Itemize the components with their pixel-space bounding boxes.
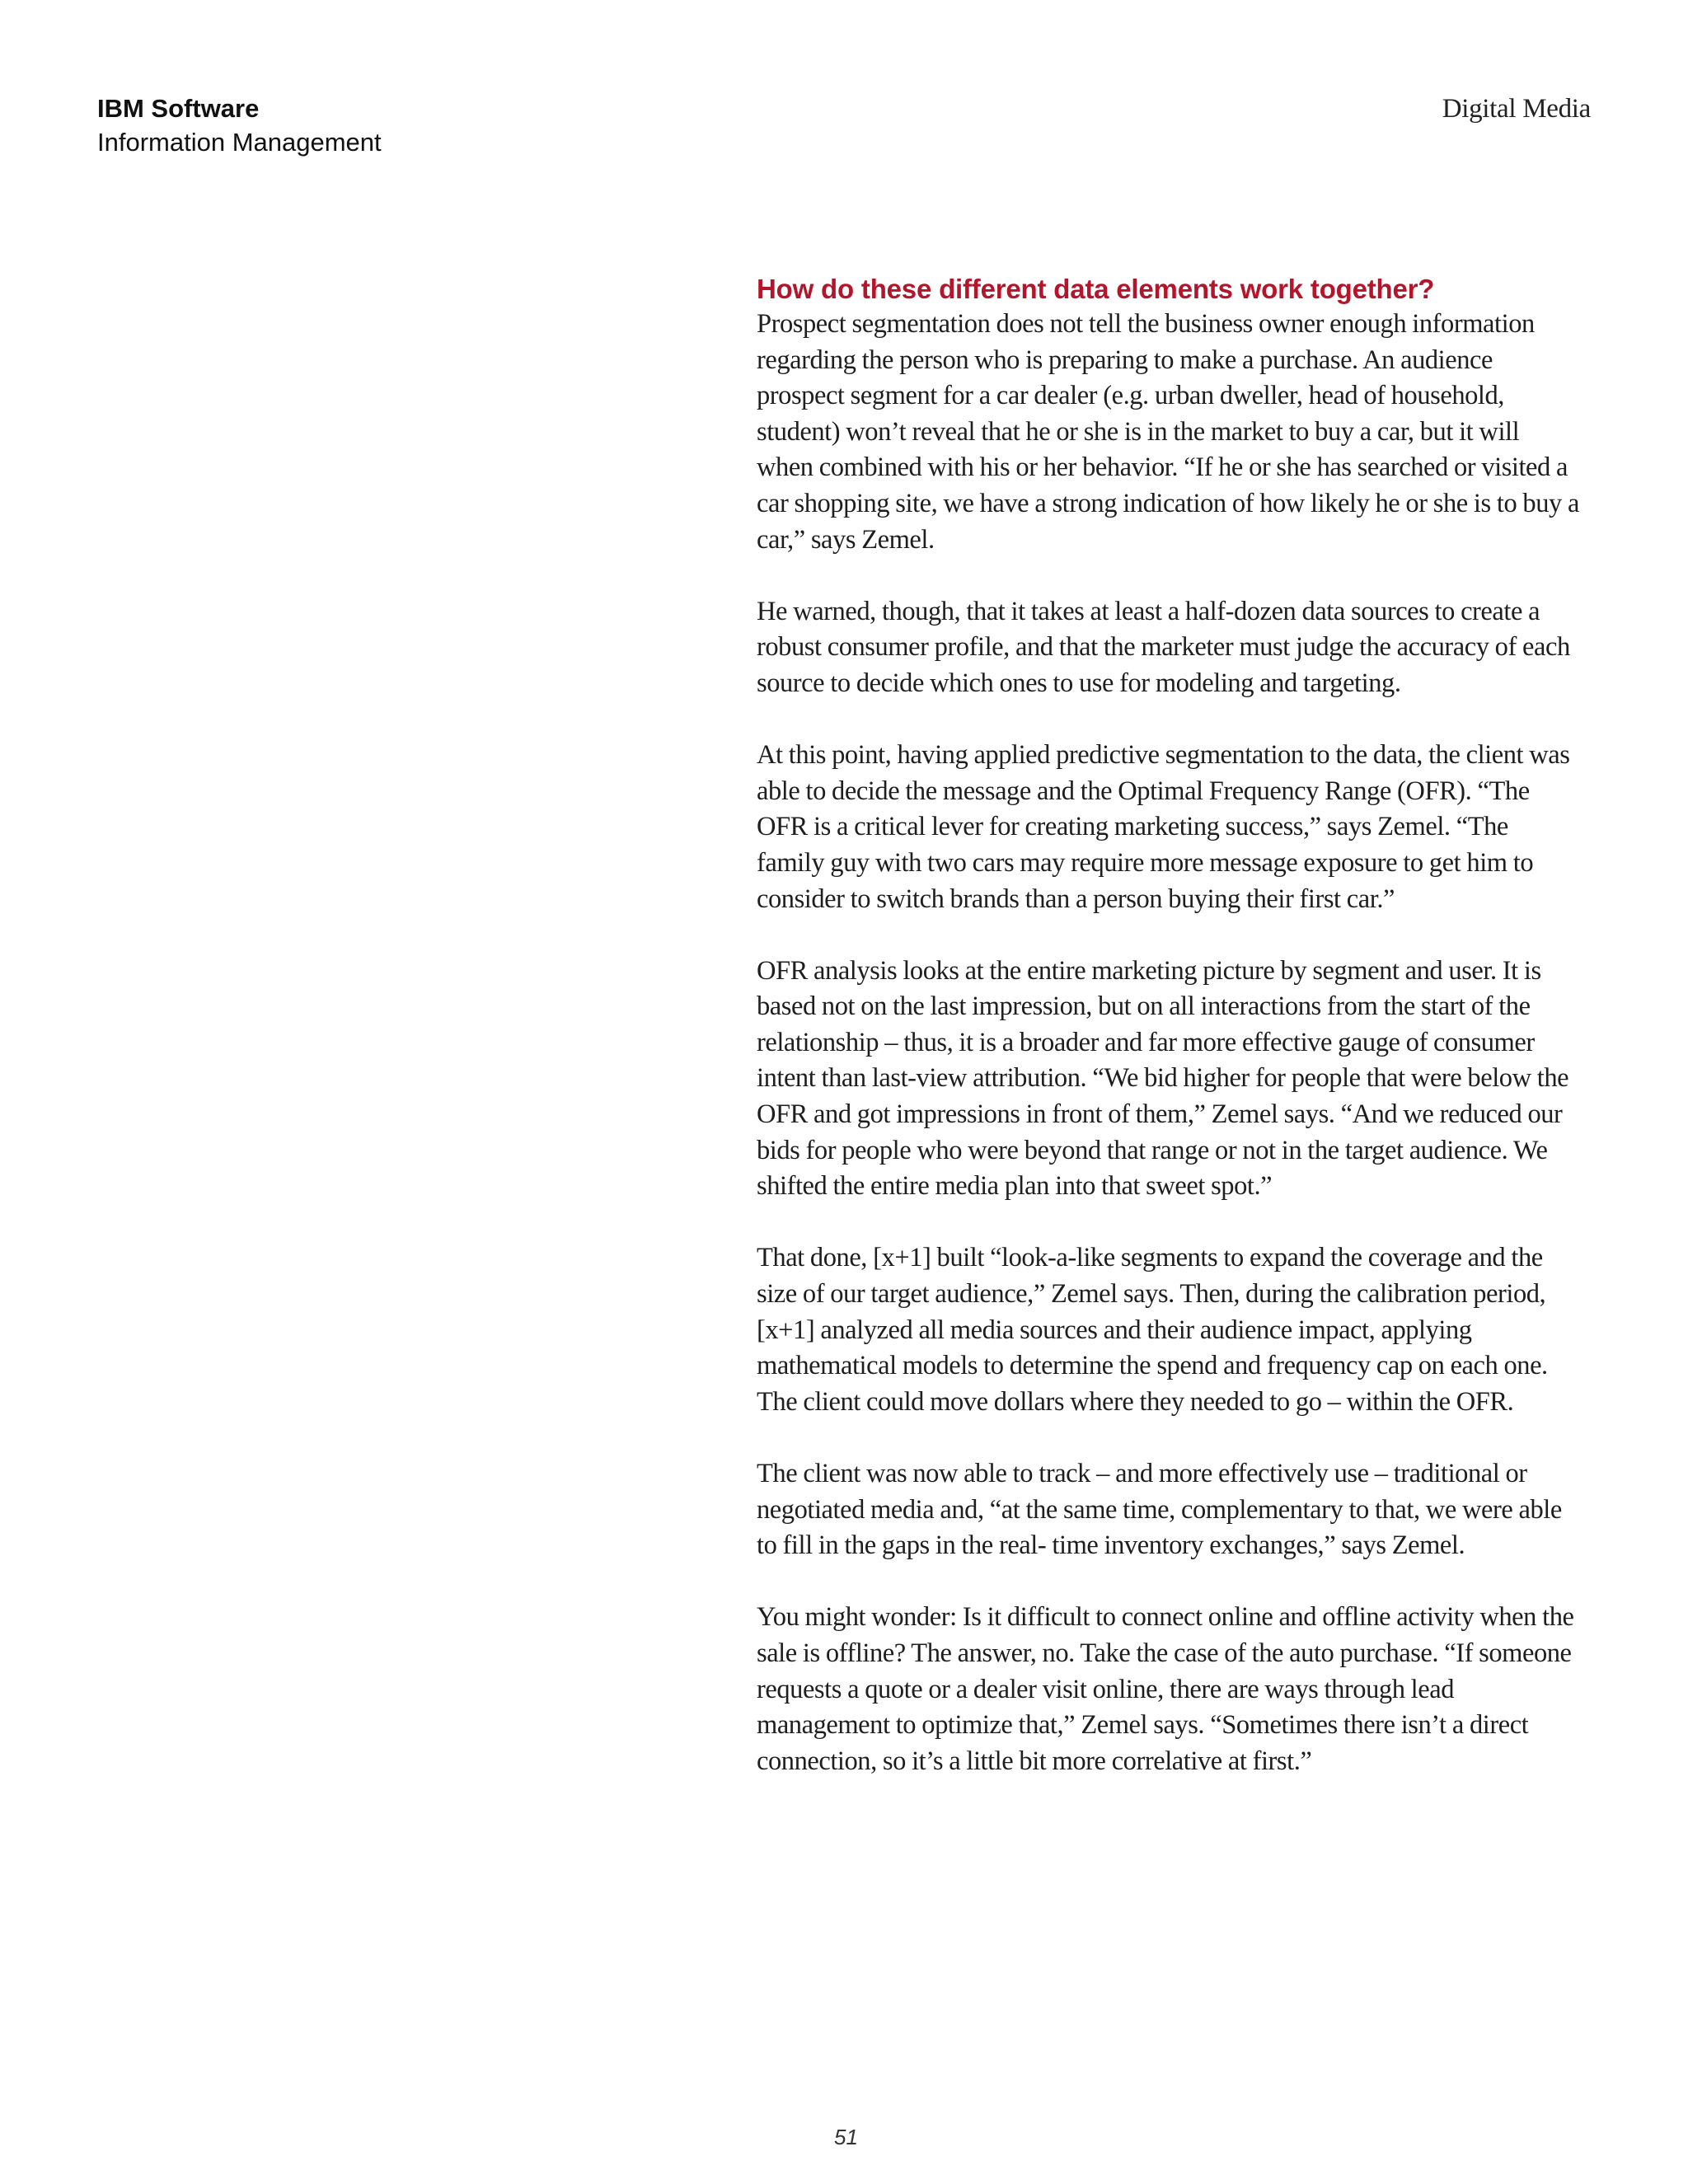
brand-title: IBM Software [97, 94, 260, 123]
paragraph: At this point, having applied predictive segmentation to the data, the client was able to decide the message and the Optimal Frequency Range (OFR). “The OFR is a critical lever for creating marketing success,” says Zemel. “The family guy with two cars may require more message exposure to get him to consider to switch brands than a person buying their first car.” [757, 740, 1570, 914]
section-heading: How do these different data elements work together? [757, 274, 1435, 304]
brand-header [97, 92, 382, 160]
paragraph: OFR analysis looks at the entire marketing picture by segment and user. It is based not on the last impression, but on all interactions from the start of the relationship – thus, it is a broader and far more effective gauge of consumer intent than last-view attribution. “We bid higher for people that were below the OFR and got impressions in front of them,” Zemel says. “And we reduced our bids for people who were beyond that range or not in the target audience. We shifted the entire media plan into that sweet spot.” [757, 955, 1569, 1202]
paragraph: Prospect segmentation does not tell the business owner enough information regarding the person who is preparing to make a purchase. An audience prospect segment for a car dealer (e.g. urban dweller, head of household, student) won’t reveal that he or she is in the market to buy a car, but it will when combined with his or her behavior. “If he or she has searched or visited a car shopping site, we have a strong indication of how likely he or she is to buy a car,” says Zemel. [757, 309, 1579, 555]
paragraph: That done, [x+1] built “look-a-like segments to expand the coverage and the size of our target audience,” Zemel says. Then, during the calibration period, [x+1] analyzed all media sources and their audience impact, applying mathematical models to determine the spend and frequency cap on each one. The client could move dollars where they needed to go – within the OFR. [757, 1243, 1548, 1417]
section-label: Digital Media [1442, 94, 1591, 124]
page-number: 51 [834, 2125, 858, 2149]
article-body [757, 272, 1581, 1816]
paragraph: The client was now able to track – and more effectively use – traditional or negotiated media and, “at the same time, complementary to that, we were able to fill in the gaps in the real- time inventory exchanges,” says Zemel. [757, 1459, 1562, 1561]
paragraph: He warned, though, that it takes at least a half-dozen data sources to create a robust consumer profile, and that the marketer must judge the accuracy of each source to decide which ones to use for modeling and targeting. [757, 596, 1570, 698]
paragraph: You might wonder: Is it difficult to connect online and offline activity when the sale is offline? The answer, no. Take the case of the auto purchase. “If someone requests a quote or a dealer visit online, there are ways through lead management to optimize that,” Zemel says. “Sometimes there isn’t a direct connection, so it’s a little bit more correlative at first.” [757, 1602, 1574, 1776]
brand-subtitle: Information Management [97, 128, 382, 157]
